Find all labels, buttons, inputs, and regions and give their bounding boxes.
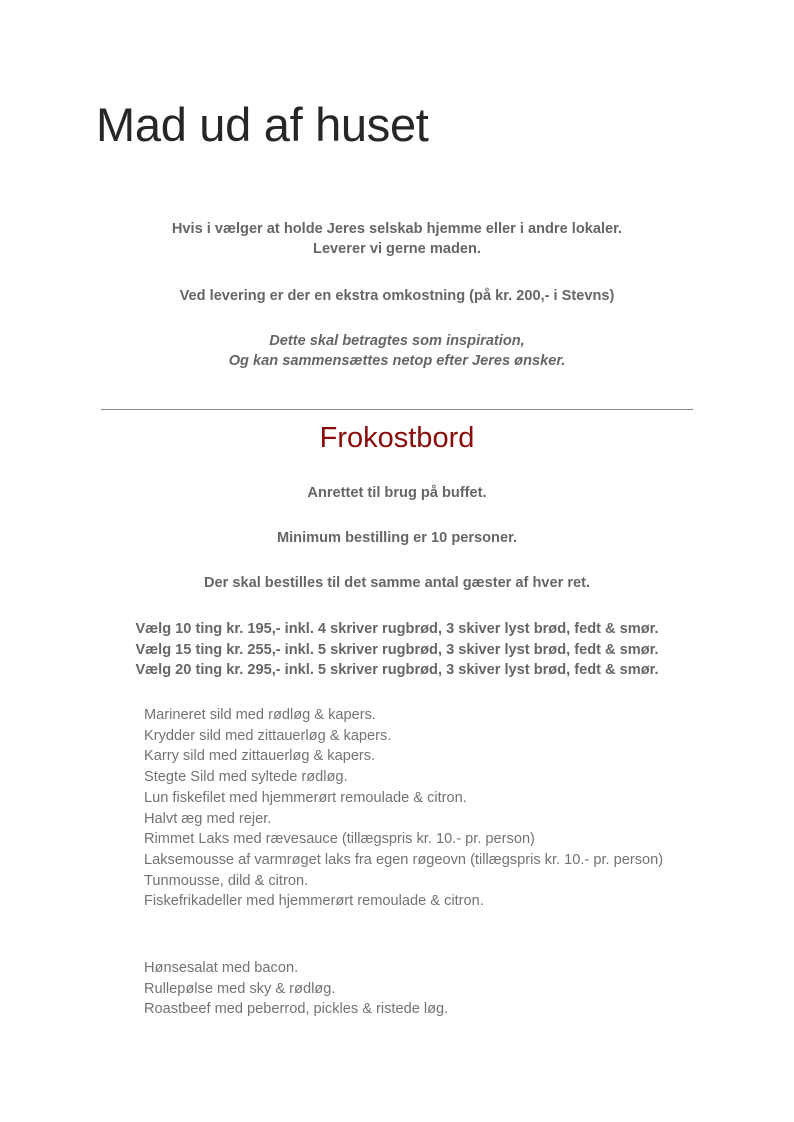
dish-item: Lun fiskefilet med hjemmerørt remoulade & citron. xyxy=(144,789,467,806)
dish-item: Rimmet Laks med rævesauce (tillægspris kr. 10.- pr. person) xyxy=(144,831,535,848)
inspiration-line: Og kan sammensættes netop efter Jeres ønsker. xyxy=(228,353,566,369)
dish-item: Laksemousse af varmrøget laks fra egen røgeovn (tillægspris kr. 10.- pr. person) xyxy=(144,851,664,868)
dish-item: Krydder sild med zittauerløg & kapers. xyxy=(144,727,392,744)
dish-item: Hønsesalat med bacon. xyxy=(144,960,299,976)
rule-buffet: Anrettet til brug på buffet. xyxy=(307,485,487,501)
section-title: Frokostbord xyxy=(319,422,475,454)
dish-item: Karry sild med zittauerløg & kapers. xyxy=(144,748,376,765)
intro-line: Leverer vi gerne maden. xyxy=(313,241,481,257)
dish-item: Halvt æg med rejer. xyxy=(144,810,272,827)
intro-line: Hvis i vælger at holde Jeres selskab hjemme eller i andre lokaler. xyxy=(171,221,623,237)
page-title: Mad ud af huset xyxy=(96,98,429,151)
price-option: Vælg 15 ting kr. 255,- inkl. 5 skriver rugbrød, 3 skiver lyst brød, fedt & smør. xyxy=(135,641,659,658)
inspiration-note xyxy=(0,331,794,371)
price-option: Vælg 20 ting kr. 295,- inkl. 5 skriver rugbrød, 3 skiver lyst brød, fedt & smør. xyxy=(135,662,659,678)
delivery-note xyxy=(0,286,794,306)
section-divider xyxy=(101,409,693,410)
fish-dish-list xyxy=(144,705,684,912)
price-options xyxy=(0,619,794,681)
dish-item: Roastbeef med peberrod, pickles & ristede løg. xyxy=(144,1001,449,1018)
rule-minimum-order: Minimum bestilling er 10 personer. xyxy=(276,530,518,546)
rule-same-quantity: Der skal bestilles til det samme antal gæster af hver ret. xyxy=(203,575,591,591)
intro-paragraph xyxy=(0,219,794,259)
dish-item: Tunmousse, dild & citron. xyxy=(144,872,309,889)
dish-item: Rullepølse med sky & rødløg. xyxy=(144,980,336,997)
price-option: Vælg 10 ting kr. 195,- inkl. 4 skriver rugbrød, 3 skiver lyst brød, fedt & smør. xyxy=(135,621,659,637)
dish-item: Fiskefrikadeller med hjemmerørt remoulade & citron. xyxy=(144,893,484,910)
dish-item: Marineret sild med rødløg & kapers. xyxy=(144,707,376,723)
delivery-note-text: Ved levering er der en ekstra omkostning (på kr. 200,- i Stevns) xyxy=(179,288,615,304)
inspiration-line: Dette skal betragtes som inspiration, xyxy=(269,333,525,349)
dish-item: Stegte Sild med syltede rødløg. xyxy=(144,769,348,786)
meat-dish-list xyxy=(144,958,684,1020)
